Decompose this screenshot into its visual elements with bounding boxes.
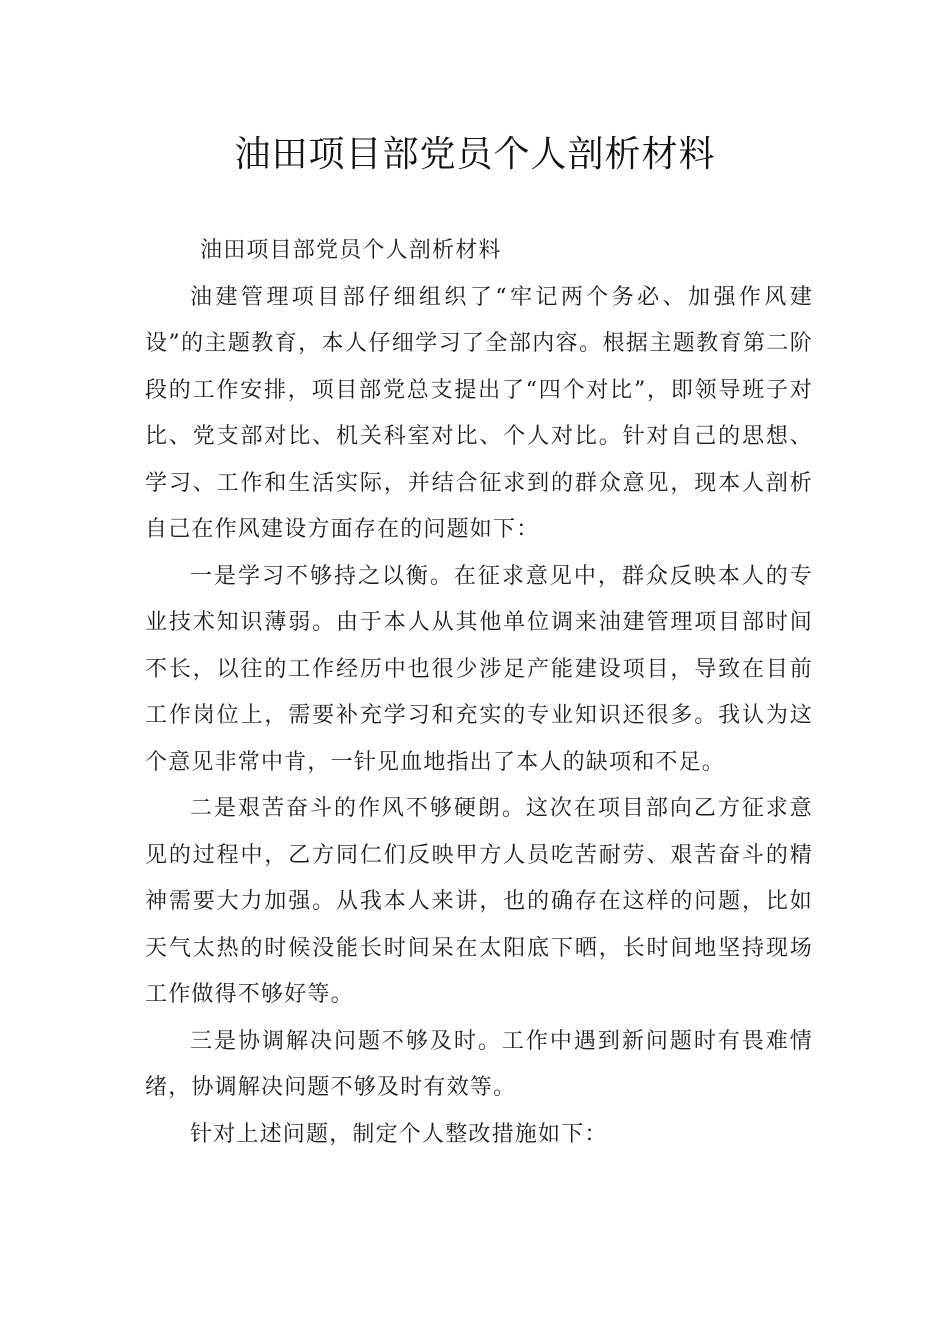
document-subtitle: 油田项目部党员个人剖析材料 — [200, 238, 502, 263]
paragraph-intro: 油建管理项目部仔细组织了“牢记两个务必、加强作风建设”的主题教育，本人仔细学习了全部内容。根据主题教育第二阶段的工作安排，项目部党总支提出了“四个对比”，即领导班子对比、党支部对比、机关科室对比、个人对比。针对自己的思想、学习、工作和生活实际，并结合征求到的群众意见，现本人剖析自己在作风建设方面存在的问题如下： — [145, 284, 813, 542]
paragraph-issue-1: 一是学习不够持之以衡。在征求意见中，群众反映本人的专业技术知识薄弱。由于本人从其他单位调来油建管理项目部时间不长，以往的工作经历中也很少涉足产能建设项目，导致在目前工作岗位上，需要补充学习和充实的专业知识还很多。我认为这个意见非常中肯，一针见血地指出了本人的缺项和不足。 — [145, 563, 813, 775]
paragraph-issue-2: 二是艰苦奋斗的作风不够硬朗。这次在项目部向乙方征求意见的过程中，乙方同仁们反映甲方人员吃苦耐劳、艰苦奋斗的精神需要大力加强。从我本人来讲，也的确存在这样的问题，比如天气太热的时候没能长时间呆在太阳底下晒，长时间地坚持现场工作做得不够好等。 — [145, 796, 813, 1007]
paragraph-issue-3: 三是协调解决问题不够及时。工作中遇到新问题时有畏难情绪，协调解决问题不够及时有效等。 — [145, 1028, 813, 1100]
document-body — [145, 228, 813, 1158]
paragraph-measures-intro: 针对上述问题，制定个人整改措施如下： — [190, 1121, 608, 1147]
page-title: 油田项目部党员个人剖析材料 — [234, 134, 716, 175]
